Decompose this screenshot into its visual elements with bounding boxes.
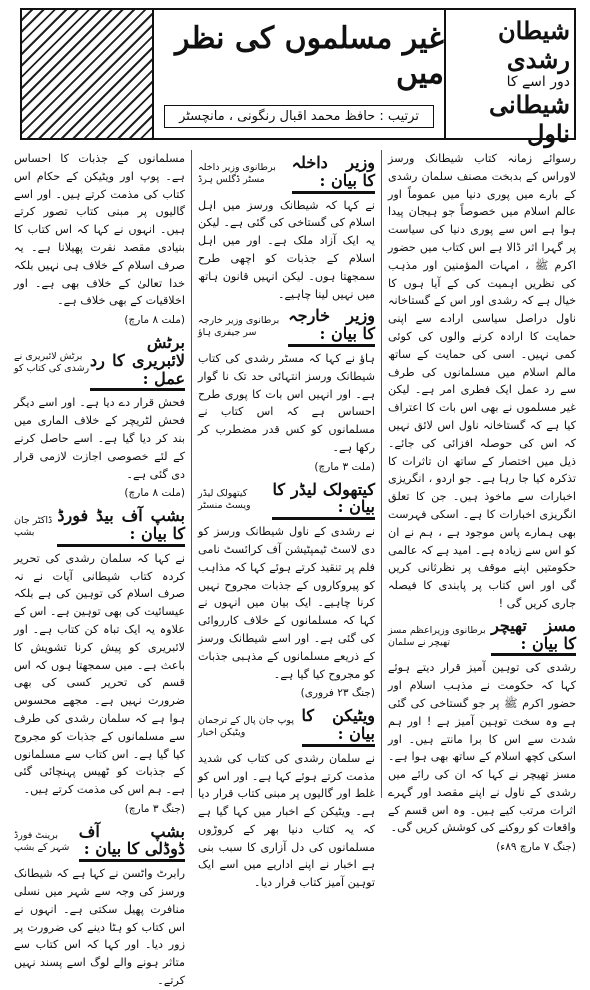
column-right xyxy=(382,150,582,854)
section-heading xyxy=(198,481,375,521)
section-heading xyxy=(198,154,375,194)
bishop-dudley-paragraph: رابرٹ واٹسن نے کہا ہے کہ شیطانک ورسز کی وجہ سے شہر میں نسلی منافرت پھیل سکتی ہے۔ انہوں نے اس کتاب کو ہٹا دینے کی ضرورت پر زور دیا۔ اور کہا کہ اس کتاب سے متاثر ہونے والے لوگ اسے پسند نہیں کرتے۔ xyxy=(14,867,185,988)
bishop-bedford-paragraph: نے کہا کہ سلمان رشدی کی تحریر کردہ کتاب شیطانی آیات نے نہ صرف اسلام کی توہین کی ہے بلکہ عیسائیت کی بھی توہین ہے۔ اس کے علاوہ یہ ایک تباہ کن کتاب ہے۔ اور لائبریری کو پیش کرنا تشویش کا باعث ہے۔ میں سمجھتا ہوں کہ اس قسم کی تحریر کسی کی بھی ضرورت نہیں ہے۔ مجھے محسوس ہوا ہے کہ سلمان رشدی کی طرف سے مسلمانوں کے جذبات کو مجروح کیا گیا ہے۔ اس کتاب سے مسلمانوں کے جذبات کو ٹھیس پہنچائی گئی ہے۔ ہم اس کی مذمت کرتے ہیں۔ xyxy=(14,551,185,797)
section-heading xyxy=(14,507,185,547)
heading-byline: برطانوی وزیراعظم مسز تھیچر نے سلمان xyxy=(388,624,486,648)
heading-british-library: برٹش لائبریری کا رد عمل : xyxy=(90,334,185,391)
section-heading xyxy=(198,707,375,747)
heading-byline: کیتھولک لیڈر ویسٹ منسٹر xyxy=(198,488,251,512)
source-date: (ملت ۸ مارچ) xyxy=(124,314,185,327)
intro-paragraph: رسوائے زمانہ کتاب شیطانک ورسز لاوراس کے بدبخت مصنف سلمان رشدی کے بارے میں پوری دنیا میں عموماً اور عالم اسلام میں خصوصاً جو ہیجان پیدا ہوا ہے اس سے پوری دنیا کی سیاست پر گہرا اثر ڈالا ہے اس کتاب میں حضور اکرم ﷺ ، امہات المؤمنین اور مذہب کی نظریں اہمیت کی کے آیا ہوں کا خیال ہے کہ رشدی اور اس کے گستاخانہ ناول دراصل سیاسی ارادے سے اپنی حمایت کا ارادہ کرنے والوں کی کوئی کمی نہیں۔ اسی کی حمایت کے ساتھ مالم اسلام میں مسلمانوں کی طرف سے رد عمل ایک فطری امر ہے۔ لیکن غیر مسلموں نے بھی اس بات کا اعتراف کیا ہے کہ گستاخانہ ناول اس لائق نہیں کہ اس کی حوصلہ افزائی کی جائے۔ ذیل میں اختصار کے ساتھ ان تاثرات کا تذکرہ کیا جا رہا ہے۔ جو اردو ، انگریزی اخبارات سے ماخوذ ہیں۔ جن کا تعلق انگریزی اخبارات کا ہے۔ اسکی فہرست بھی ہمارے پاس موجود ہے ، ہم نے ان کو اس سے زیادہ ہے۔ امید ہے کہ عالمی حکومتیں اپنے موقف پر نظرثانی کریں گی اور اس کتاب پر پابندی کا فیصلہ جاری کریں گی ! xyxy=(387,152,576,610)
heading-byline: ڈاکٹر جان بشپ xyxy=(14,514,53,538)
article-columns xyxy=(8,150,582,988)
vatican-continued-paragraph: مسلمانوں کے جذبات کا احساس ہے۔ پوپ اور ویٹیکن کے حکام اس کتاب کی مذمت کرتے ہیں۔ اور اسے گالیوں پر مبنی کتاب تصور کرتے ہیں۔ انہوں نے کہا کہ اس کتاب کا بنیادی مقصد نفرت پھیلانا ہے۔ یہ صرف اسلام کے خلاف ہی نہیں بلکہ خدا تعالیٰ کے خلاف بھی ہے۔ اور اخلاقیات کے بھی خلاف ہے۔ xyxy=(14,152,185,308)
thatcher-paragraph: رشدی کی توہین آمیز قرار دیتے ہوئے کہا کہ حکومت نے مذہب اسلام اور حضور اکرم ﷺ پر جو گستاخی کی گئی ہے وہ سخت توہین آمیز ہے ! اور ہم شدت سے اس کا برا مانتے ہیں۔ اور اسکی کچھ اسلام کے ساتھ بھی ہوا ہے۔ مسز تھیچر نے کہا کہ ان کی رائے میں رشدی کے ناول نے اپنے مقصد اور گہرے اثرات مرتب کیے ہیں۔ وہ اس قسم کے واقعات کو روکنے کی کوشش کریں گی۔ xyxy=(388,661,576,835)
heading-catholic-leader: کیتھولک لیڈر کا بیان : xyxy=(272,481,375,521)
catholic-leader-paragraph: نے رشدی کے ناول شیطانک ورسز کو دی لاسٹ ٹیمپٹیشن آف کرائسٹ نامی فلم پر تنقید کرتے ہوئے کہا کہ مذاہب کو پیروکاروں کے جذبات مجروح نہیں کرنا چاہیے۔ ایک بیان میں انہوں نے کہا کہ مسلمانوں کے خلاف کارروائی کی گئی ہے۔ اور اسے شیطانک ورسز کے ذریعے مسلمانوں کے مذہبی جذبات کو مجروح کیا گیا ہے۔ xyxy=(198,525,375,681)
foreign-secretary-paragraph: ہاؤ نے کہا کہ مسٹر رشدی کی کتاب شیطانک ورسز انتہائی حد تک نا گوار ہے۔ اور انہیں اس بات کا پوری طرح احساس ہے کہ اس کتاب نے مسلمانوں کو کس قدر مضطرب کر رکھا ہے۔ xyxy=(198,351,375,454)
heading-bishop-dudley: بشپ آف ڈوڈلی کا بیان : xyxy=(79,823,185,863)
british-library-paragraph: فحش قرار دے دیا ہے۔ اور اسے دیگر فحش لٹریچر کے خلاف الماری میں بند کر دیا گیا ہے۔ اسے حاصل کرنے کے لئے خصوصی اجازت لازمی قرار دی گئی ہے۔ xyxy=(14,396,185,481)
header-side-title xyxy=(444,10,574,148)
source-date: (ملت ۳ مارچ) xyxy=(314,460,375,473)
side-title-bottom: شیطانی ناول xyxy=(488,90,570,148)
home-secretary-paragraph: نے کہا کہ شیطانک ورسز میں اہل اسلام کی گستاخی کی گئی ہے۔ لیکن یہ ایک آزاد ملک ہے۔ اور میں اہل اسلام کے جذبات کو اچھی طرح سمجھتا ہوں۔ لیکن انہیں قانون ہاتھ میں نہیں لینا چاہیے۔ xyxy=(198,198,375,301)
heading-byline: برطانوی وزیر داخلہ مسٹر ڈگلس ہرڈ xyxy=(198,161,276,185)
source-date: (ملت ۸ مارچ) xyxy=(124,487,185,500)
hatched-decoration xyxy=(22,10,154,138)
heading-byline: پوپ جان پال کے ترجمان ویٹیکن اخبار xyxy=(198,714,294,738)
section-heading xyxy=(388,617,576,657)
section-heading xyxy=(198,307,375,347)
side-title-top: شیطان رشدی xyxy=(498,16,570,74)
vatican-paragraph: نے سلمان رشدی کی کتاب کی شدید مذمت کرتے ہوئے کہا ہے۔ اور اس کو غلط اور گالیوں پر مبنی کتاب قرار دیا ہے۔ ویٹیکن کے اخبار میں کہا گیا ہے کہ یہ کتاب دنیا بھر کے کروڑوں مسلمانوں کی دل آزاری کا سبب بنی ہے اخبار نے اپنے اداریے میں اسے ایک توہین آمیز کتاب قرار دیا۔ xyxy=(198,751,375,890)
header-banner xyxy=(20,8,576,148)
section-heading xyxy=(14,334,185,391)
page-title: غیر مسلموں کی نظر میں xyxy=(174,20,444,91)
column-left xyxy=(8,150,192,988)
side-title-mid: دور اسے کا xyxy=(506,74,570,90)
column-middle xyxy=(192,150,382,890)
source-date: (جنگ ۳ مارچ) xyxy=(124,802,185,815)
heading-foreign-secretary: وزیر خارجہ کا بیان : xyxy=(288,307,375,347)
heading-byline: برطانوی وزیر خارجہ سر جیفری ہاؤ xyxy=(198,315,280,339)
compiler-credit: ترتیب : حافظ محمد اقبال رنگونی ، مانچسٹر xyxy=(164,105,434,128)
heading-thatcher: مسز تھیچر کا بیان : xyxy=(491,617,576,657)
source-date: (جنگ ۲۳ فروری) xyxy=(300,687,375,700)
header-center xyxy=(154,10,444,138)
heading-byline: برٹش لائبریری نے رشدی کی کتاب کو xyxy=(14,350,90,374)
heading-byline: برینٹ فورڈ شہر کے بشپ xyxy=(14,830,70,854)
section-heading xyxy=(14,823,185,863)
heading-vatican: ویٹیکن کا بیان : xyxy=(302,707,375,747)
heading-home-secretary: وزیر داخلہ کا بیان : xyxy=(292,154,375,194)
heading-bishop-bedford: بشپ آف بیڈ فورڈ کا بیان : xyxy=(57,507,185,547)
source-date: (جنگ ۷ مارچ ۸۹ء) xyxy=(496,841,576,854)
